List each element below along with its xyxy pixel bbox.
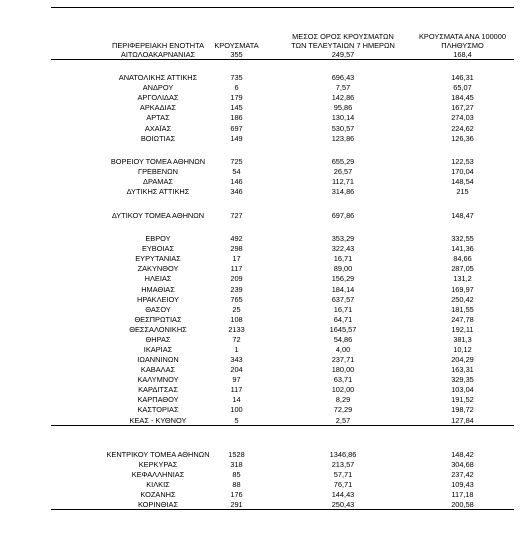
avg-cell: 8,29 <box>335 395 351 404</box>
table-row <box>51 315 514 324</box>
region-cell: ΒΟΙΩΤΙΑΣ <box>140 134 176 143</box>
cases-cell: 88 <box>232 480 241 489</box>
region-cell: ΗΡΑΚΛΕΙΟΥ <box>137 295 179 304</box>
avg-cell: 1346,86 <box>329 450 357 459</box>
table-row <box>51 355 514 364</box>
table-row <box>51 385 514 394</box>
cases-cell: 346 <box>230 187 243 196</box>
cases-cell: 25 <box>232 305 241 314</box>
avg-cell: 530,57 <box>331 124 355 133</box>
region-cell: ΚΑΛΥΜΝΟΥ <box>137 375 179 384</box>
table-row <box>51 490 514 499</box>
region-cell: ΘΕΣΠΡΩΤΙΑΣ <box>134 315 182 324</box>
cases-cell: 179 <box>230 93 243 102</box>
table-row <box>51 325 514 334</box>
avg-cell: 156,29 <box>331 274 355 283</box>
region-cell: ΑΡΚΑΔΙΑΣ <box>139 103 177 112</box>
cases-cell: 727 <box>230 211 243 220</box>
cases-cell: 176 <box>230 490 243 499</box>
table-row <box>51 335 514 344</box>
avg-cell: 249,57 <box>331 50 355 59</box>
per100k-cell: 148,42 <box>451 450 474 459</box>
per100k-cell: 304,68 <box>451 460 474 469</box>
region-cell: ΗΜΑΘΙΑΣ <box>141 285 175 294</box>
region-cell: ΔΥΤΙΚΗΣ ΑΤΤΙΚΗΣ <box>126 187 190 196</box>
table-row <box>51 113 514 122</box>
cases-cell: 149 <box>230 134 243 143</box>
region-cell: ΚΟΡΙΝΘΙΑΣ <box>137 500 179 509</box>
per100k-cell: 191,52 <box>451 395 474 404</box>
region-cell: ΔΡΑΜΑΣ <box>143 177 173 186</box>
region-cell: ΙΚΑΡΙΑΣ <box>143 345 173 354</box>
cases-cell: 145 <box>230 103 243 112</box>
region-cell: ΚΕΑΣ - ΚΥΘΝΟΥ <box>129 416 187 425</box>
table-row <box>51 167 514 176</box>
table-row <box>51 93 514 102</box>
cases-cell: 5 <box>234 416 239 425</box>
per100k-cell: 198,72 <box>451 405 474 414</box>
per100k-cell: 329,35 <box>451 375 474 384</box>
cases-cell: 239 <box>230 285 243 294</box>
per100k-cell: 192,11 <box>451 325 474 334</box>
avg-cell: 250,43 <box>331 500 355 509</box>
table-row <box>51 500 514 509</box>
avg-cell: 89,00 <box>333 264 353 273</box>
per100k-cell: 117,18 <box>451 490 474 499</box>
avg-cell: 142,86 <box>331 93 355 102</box>
header-avg-line1: ΜΕΣΟΣ ΟΡΟΣ ΚΡΟΥΣΜΑΤΩΝ <box>292 32 394 41</box>
region-cell: ΚΕΦΑΛΛΗΝΙΑΣ <box>131 470 185 479</box>
table-row <box>51 234 514 243</box>
table-row <box>51 365 514 374</box>
table-row <box>51 244 514 253</box>
table-row <box>51 50 514 59</box>
avg-cell: 696,43 <box>331 73 355 82</box>
per100k-cell: 247,78 <box>451 315 474 324</box>
per100k-cell: 122,53 <box>451 157 474 166</box>
avg-cell: 95,86 <box>333 103 353 112</box>
cases-cell: 343 <box>230 355 243 364</box>
cases-cell: 1 <box>234 345 239 354</box>
region-cell: ΕΒΡΟΥ <box>145 234 171 243</box>
avg-cell: 63,71 <box>333 375 353 384</box>
table-row <box>51 305 514 314</box>
cases-cell: 117 <box>230 264 243 273</box>
cases-cell: 318 <box>230 460 243 469</box>
cases-cell: 108 <box>230 315 243 324</box>
avg-cell: 76,71 <box>333 480 353 489</box>
per100k-cell: 146,31 <box>451 73 474 82</box>
header-cases: ΚΡΟΥΣΜΑΤΑ <box>214 41 259 50</box>
avg-cell: 57,71 <box>333 470 353 479</box>
per100k-cell: 184,45 <box>451 93 474 102</box>
per100k-cell: 170,04 <box>451 167 474 176</box>
region-cell: ΘΑΣΟΥ <box>145 305 171 314</box>
per100k-cell: 167,27 <box>451 103 474 112</box>
per100k-cell: 127,84 <box>451 416 474 425</box>
avg-cell: 1645,57 <box>329 325 357 334</box>
per100k-cell: 148,54 <box>451 177 474 186</box>
per100k-cell: 103,04 <box>451 385 474 394</box>
header-avg-line2: ΤΩΝ ΤΕΛΕΥΤΑΙΩΝ 7 ΗΜΕΡΩΝ <box>291 41 395 50</box>
table-row <box>51 274 514 283</box>
header-per100k-line1: ΚΡΟΥΣΜΑΤΑ ΑΝΑ 100000 <box>418 32 507 41</box>
avg-cell: 322,43 <box>331 244 355 253</box>
cases-cell: 54 <box>232 167 241 176</box>
per100k-cell: 163,31 <box>451 365 474 374</box>
avg-cell: 4,00 <box>335 345 351 354</box>
cases-cell: 1528 <box>228 450 245 459</box>
cases-cell: 100 <box>230 405 243 414</box>
avg-cell: 54,86 <box>333 335 353 344</box>
per100k-cell: 126,36 <box>451 134 474 143</box>
per100k-cell: 381,3 <box>453 335 472 344</box>
cases-cell: 697 <box>230 124 243 133</box>
avg-cell: 123,86 <box>331 134 355 143</box>
cases-cell: 735 <box>230 73 243 82</box>
region-cell: ΕΥΡΥΤΑΝΙΑΣ <box>135 254 181 263</box>
avg-cell: 144,43 <box>331 490 355 499</box>
avg-cell: 112,71 <box>331 177 355 186</box>
region-cell: ΚΕΝΤΡΙΚΟΥ ΤΟΜΕΑ ΑΘΗΝΩΝ <box>106 450 210 459</box>
per100k-cell: 250,42 <box>451 295 474 304</box>
per100k-cell: 200,58 <box>451 500 474 509</box>
table-row <box>51 83 514 92</box>
region-cell: ΖΑΚΥΝΘΟΥ <box>137 264 179 273</box>
cases-cell: 146 <box>230 177 243 186</box>
table-row <box>51 416 514 425</box>
table-row <box>51 177 514 186</box>
region-cell: ΚΑΡΔΙΤΣΑΣ <box>138 385 178 394</box>
avg-cell: 26,57 <box>333 167 353 176</box>
table-row <box>51 395 514 404</box>
region-cell: ΚΕΡΚΥΡΑΣ <box>138 460 178 469</box>
per100k-cell: 109,43 <box>451 480 474 489</box>
cases-cell: 298 <box>230 244 243 253</box>
avg-cell: 353,29 <box>331 234 355 243</box>
table-row <box>51 134 514 143</box>
region-cell: ΑΝΑΤΟΛΙΚΗΣ ΑΤΤΙΚΗΣ <box>118 73 198 82</box>
avg-cell: 102,00 <box>331 385 355 394</box>
per100k-cell: 169,97 <box>451 285 474 294</box>
cases-cell: 72 <box>232 335 241 344</box>
cases-cell: 117 <box>230 385 243 394</box>
per100k-cell: 274,03 <box>451 113 474 122</box>
region-cell: ΙΩΑΝΝΙΝΩΝ <box>137 355 179 364</box>
table-row <box>51 470 514 479</box>
cases-cell: 85 <box>232 470 241 479</box>
region-cell: ΓΡΕΒΕΝΩΝ <box>138 167 178 176</box>
table-row <box>51 211 514 220</box>
cases-cell: 209 <box>230 274 243 283</box>
table-row <box>51 157 514 166</box>
header-per100k-line2: ΠΛΗΘΥΣΜΟ <box>441 41 484 50</box>
cases-cell: 765 <box>230 295 243 304</box>
table-row <box>51 345 514 354</box>
table-row <box>51 480 514 489</box>
cases-cell: 14 <box>232 395 241 404</box>
avg-cell: 184,14 <box>331 285 355 294</box>
per100k-cell: 332,55 <box>451 234 474 243</box>
avg-cell: 180,00 <box>331 365 355 374</box>
row-rule <box>51 59 514 60</box>
avg-cell: 237,71 <box>331 355 355 364</box>
table-row <box>51 103 514 112</box>
region-cell: ΘΕΣΣΑΛΟΝΙΚΗΣ <box>129 325 187 334</box>
cases-cell: 492 <box>230 234 243 243</box>
table-row <box>51 450 514 459</box>
region-cell: ΘΗΡΑΣ <box>145 335 171 344</box>
region-cell: ΚΙΛΚΙΣ <box>146 480 170 489</box>
table-row <box>51 254 514 263</box>
avg-cell: 697,86 <box>331 211 355 220</box>
cases-cell: 291 <box>230 500 243 509</box>
avg-cell: 314,86 <box>331 187 355 196</box>
table-row <box>51 295 514 304</box>
region-cell: ΒΟΡΕΙΟΥ ΤΟΜΕΑ ΑΘΗΝΩΝ <box>110 157 206 166</box>
avg-cell: 7,57 <box>335 83 351 92</box>
region-cell: ΚΑΡΠΑΘΟΥ <box>137 395 179 404</box>
avg-cell: 655,29 <box>331 157 355 166</box>
cases-cell: 17 <box>232 254 241 263</box>
region-cell: ΑΧΑΪΑΣ <box>144 124 172 133</box>
per100k-cell: 224,62 <box>451 124 474 133</box>
avg-cell: 16,71 <box>333 305 353 314</box>
table-row <box>51 73 514 82</box>
per100k-cell: 215 <box>456 187 469 196</box>
region-cell: ΚΟΖΑΝΗΣ <box>140 490 176 499</box>
region-cell: ΑΝΔΡΟΥ <box>142 83 174 92</box>
table-row <box>51 460 514 469</box>
avg-cell: 130,14 <box>331 113 355 122</box>
table-row <box>51 124 514 133</box>
region-cell: ΑΡΤΑΣ <box>146 113 170 122</box>
per100k-cell: 84,66 <box>453 254 472 263</box>
avg-cell: 72,29 <box>333 405 353 414</box>
avg-cell: 213,57 <box>331 460 355 469</box>
region-cell: ΑΙΤΩΛΟΑΚΑΡΝΑΝΙΑΣ <box>120 50 196 59</box>
per100k-cell: 131,2 <box>453 274 472 283</box>
region-cell: ΚΑΣΤΟΡΙΑΣ <box>137 405 179 414</box>
row-rule <box>51 425 514 426</box>
cases-cell: 204 <box>230 365 243 374</box>
avg-cell: 2,57 <box>335 416 351 425</box>
region-cell: ΕΥΒΟΙΑΣ <box>141 244 175 253</box>
per100k-cell: 65,07 <box>453 83 472 92</box>
per100k-cell: 168,4 <box>453 50 472 59</box>
header-region: ΠΕΡΙΦΕΡΕΙΑΚΗ ΕΝΟΤΗΤΑ <box>112 41 204 50</box>
region-cell: ΚΑΒΑΛΑΣ <box>140 365 176 374</box>
avg-cell: 637,57 <box>331 295 355 304</box>
table-row <box>51 187 514 196</box>
region-cell: ΗΛΕΙΑΣ <box>144 274 172 283</box>
table-row <box>51 264 514 273</box>
per100k-cell: 181,55 <box>451 305 474 314</box>
per100k-cell: 287,05 <box>451 264 474 273</box>
cases-cell: 6 <box>234 83 239 92</box>
table-row <box>51 285 514 294</box>
avg-cell: 16,71 <box>333 254 353 263</box>
row-rule <box>51 509 514 510</box>
cases-cell: 186 <box>230 113 243 122</box>
per100k-cell: 10,12 <box>453 345 472 354</box>
table-row <box>51 375 514 384</box>
region-cell: ΔΥΤΙΚΟΥ ΤΟΜΕΑ ΑΘΗΝΩΝ <box>111 211 205 220</box>
table-row <box>51 405 514 414</box>
region-cell: ΑΡΓΟΛΙΔΑΣ <box>137 93 179 102</box>
per100k-cell: 148,47 <box>451 211 474 220</box>
per100k-cell: 204,29 <box>451 355 474 364</box>
cases-cell: 2133 <box>228 325 245 334</box>
avg-cell: 64,71 <box>333 315 353 324</box>
per100k-cell: 141,36 <box>451 244 474 253</box>
top-rule <box>51 7 514 8</box>
cases-cell: 355 <box>230 50 243 59</box>
per100k-cell: 237,42 <box>451 470 474 479</box>
cases-cell: 97 <box>232 375 241 384</box>
cases-cell: 725 <box>230 157 243 166</box>
